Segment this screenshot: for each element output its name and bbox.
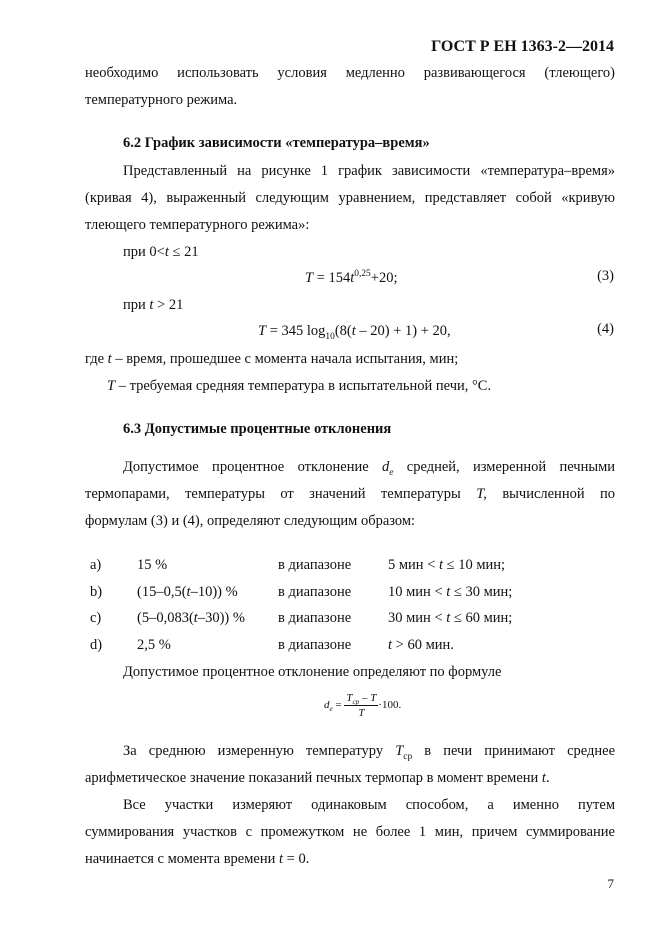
document-header: ГОСТ Р ЕН 1363-2—2014 — [431, 38, 614, 55]
row-b-range: в диапазоне — [278, 584, 352, 600]
s62-p1-line-3: тлеющего температурного режима»: — [85, 217, 310, 233]
row-d-range: в диапазоне — [278, 637, 352, 653]
equation-4: T = 345 $\log_{10}(8(t - 20) + 1) + 20$, — [258, 323, 451, 342]
s63-p2-line-2: арифметическое значение показаний печных термопар в момент времени t. — [85, 770, 550, 786]
intro-line-2: температурного режима. — [85, 92, 238, 108]
page-number: 7 — [607, 876, 614, 891]
s63-p3-line-3: начинается с момента времени t = 0. — [85, 851, 310, 867]
section-6-3-heading: 6.3 Допустимые процентные отклонения — [123, 421, 392, 437]
row-a-range: в диапазоне — [278, 557, 352, 573]
row-d-letter: d) — [90, 637, 103, 653]
row-c-condition: 30 мин < t ≤ 60 мин; — [388, 610, 513, 626]
s63-p1-line-1: Допустимое процентное отклонение $d_e$ средней, измеренной печными — [123, 459, 616, 478]
row-b-letter: b) — [90, 584, 103, 600]
equation-4-number: (4) — [597, 321, 614, 337]
condition-1: при 0<t ≤ 21 — [123, 244, 199, 260]
condition-2: при t > 21 — [123, 297, 184, 313]
row-a-condition: 5 мин < t ≤ 10 мин; — [388, 557, 506, 573]
where-t: где t – время, прошедшее с момента начала испытания, мин; — [85, 351, 459, 367]
s63-p2-line-1: За среднюю измеренную температуру $T_{ср}$ в печи принимают среднее — [123, 743, 616, 762]
s63-p1-line-3: формулам (3) и (4), определяют следующим образом: — [85, 513, 416, 529]
row-d-value: 2,5 % — [137, 637, 171, 653]
row-d-condition: t > 60 мин. — [388, 637, 454, 653]
formula-intro: Допустимое процентное отклонение определяют по формуле — [123, 664, 502, 680]
s62-p1-line-1: Представленный на рисунке 1 график зависимости «температура–время» — [123, 163, 615, 179]
where-T: T – требуемая средняя температура в испытательной печи, °С. — [107, 378, 492, 394]
row-a-value: 15 % — [137, 557, 168, 573]
row-b-value: (15–0,5(t–10)) % — [137, 584, 238, 600]
equation-3: $T = 154t^{0,25}+20$; — [305, 269, 398, 286]
s63-p1-line-2: термопарами, температуры от значений температуры T, вычисленной по — [85, 486, 616, 502]
row-c-range: в диапазоне — [278, 610, 352, 626]
row-b-condition: 10 мин < t ≤ 30 мин; — [388, 584, 513, 600]
equation-3-number: (3) — [597, 268, 614, 284]
formula-fraction: $\frac{T_{ср} - T}{T}$ — [346, 692, 377, 719]
row-c-letter: c) — [90, 610, 102, 626]
s62-p1-line-2: (кривая 4), выраженный следующим уравнением, представляет собой «кривую — [85, 190, 615, 206]
row-c-value: (5–0,083(t–30)) % — [137, 610, 245, 626]
deviation-formula: $d_e$ = $\frac{T_{ср} - T}{T}$ ·100. — [324, 692, 402, 719]
s63-p3-line-1: Все участки измеряют одинаковым способом, а именно путем — [123, 797, 615, 813]
s63-p3-line-2: суммирования участков с промежутком не более 1 мин, причем суммирование — [85, 824, 615, 840]
intro-line-1: необходимо использовать условия медленно развивающегося (тлеющего) — [85, 65, 615, 81]
row-a-letter: a) — [90, 557, 102, 573]
section-6-2-heading: 6.2 График зависимости «температура–время» — [123, 135, 430, 151]
